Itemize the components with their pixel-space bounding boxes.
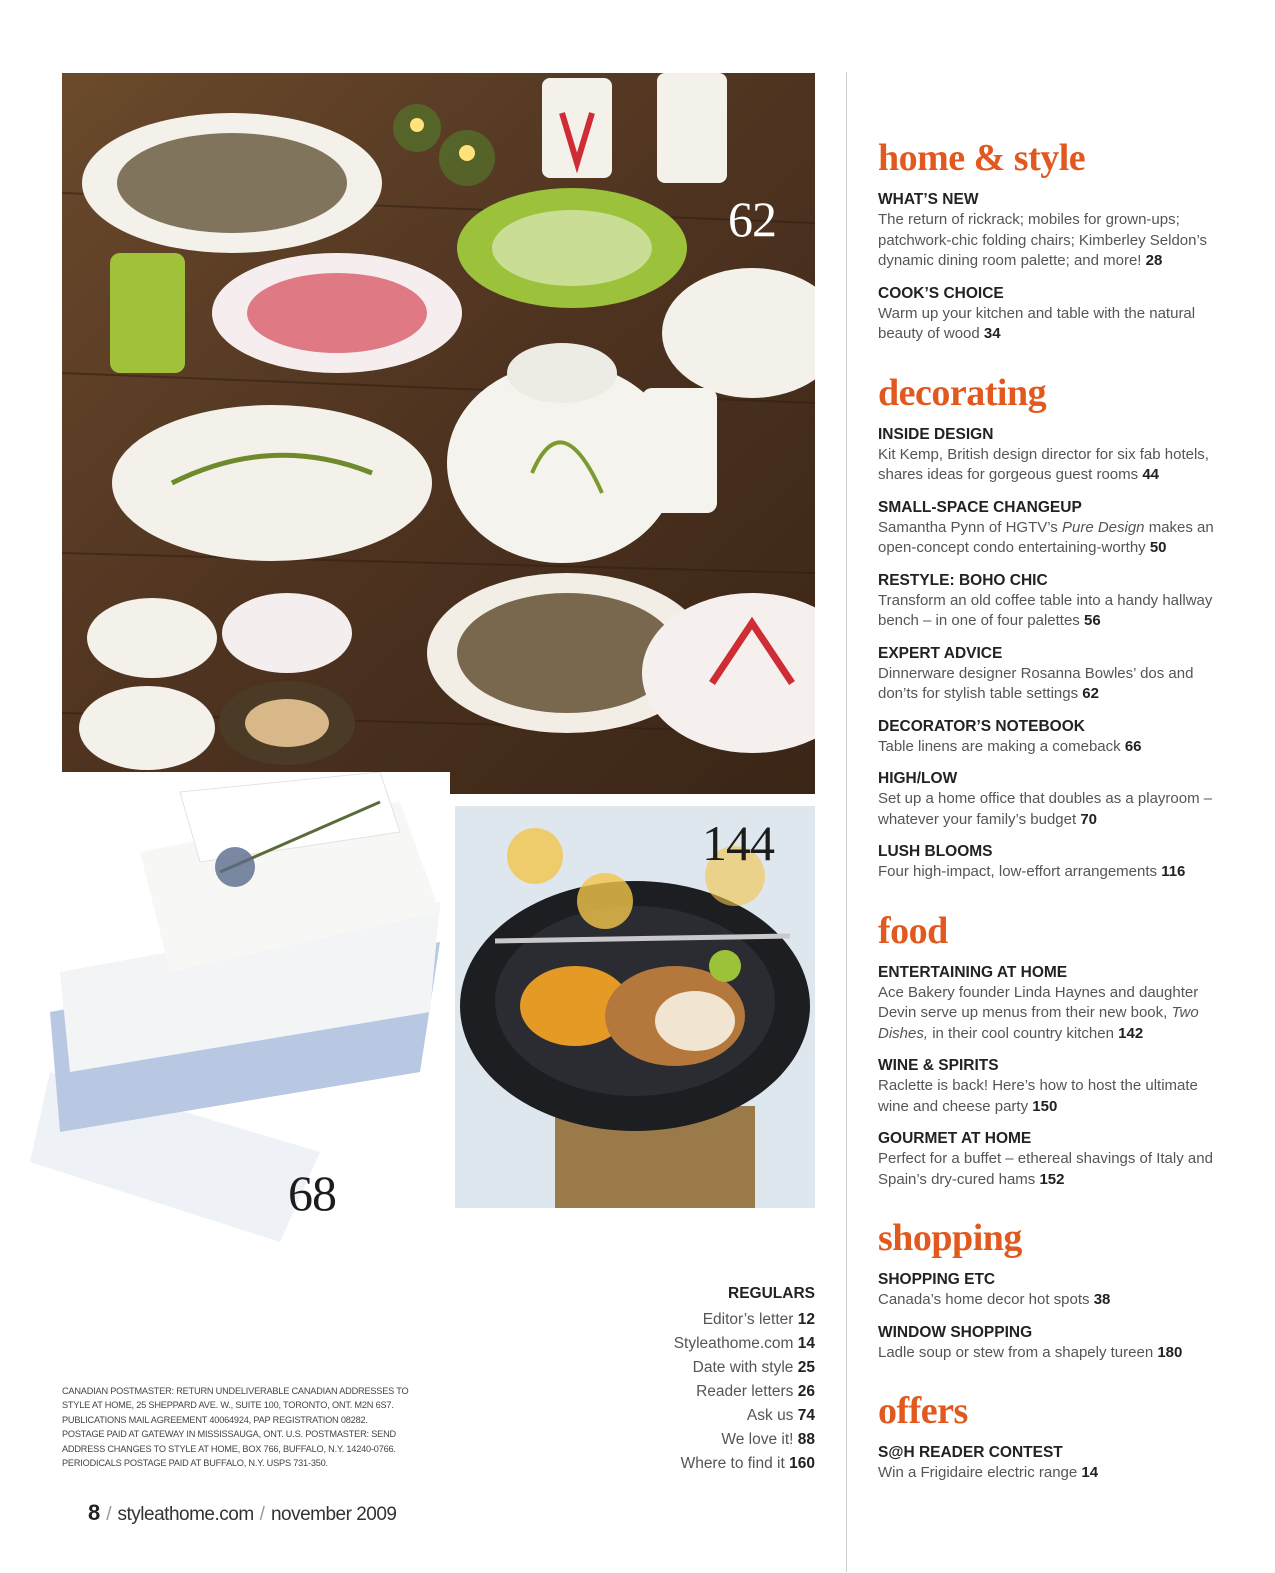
regulars-item-page: 26 [797,1383,815,1400]
toc-entry[interactable] [878,284,1223,345]
regulars-item-label: Styleathome.com [673,1335,794,1352]
toc-entry[interactable] [878,425,1223,486]
entry-description [878,983,1223,1045]
entry-desc-text: Canada’s home decor hot spots [878,1291,1090,1308]
entry-desc-text: Ace Bakery founder Linda Haynes and daughter Devin serve up menus from their new book, [878,983,1199,1021]
section-title: decorating [878,371,1047,414]
page-label-68: 68 [288,1165,336,1221]
entry-page-number: 44 [1142,466,1160,483]
section-title: shopping [878,1217,1022,1259]
entry-page-number: 56 [1083,612,1101,629]
entry-description [878,664,1223,705]
entry-desc-text: The return of rickrack; mobiles for grown-ups; patchwork-chic folding chairs; Kimberley Seldon’s dynamic dining room palette; and more! [878,211,1208,269]
entry-title: COOK’S CHOICE [878,284,1004,302]
page-footer [88,1500,396,1526]
entry-title: SHOPPING ETC [878,1271,996,1288]
entry-page-number: 66 [1124,737,1142,755]
regulars-item[interactable] [615,1308,815,1332]
entry-title: ENTERTAINING AT HOME [878,963,1068,981]
regulars-item-page: 74 [797,1407,815,1424]
entry-title: SMALL-SPACE CHANGEUP [878,498,1082,516]
toc-entry[interactable] [878,1323,1223,1364]
entry-description [878,1463,1223,1484]
entry-description [878,737,1223,758]
entry-description [878,1076,1223,1117]
entry-page-number: 38 [1093,1291,1111,1308]
table-of-contents [878,136,1223,1510]
regulars-item-label: We love it! [721,1431,794,1448]
regulars-item[interactable] [615,1332,815,1356]
toc-entry[interactable] [878,1129,1223,1190]
entry-title: EXPERT ADVICE [878,644,1003,662]
regulars-item[interactable] [615,1428,815,1452]
entry-desc-text: Samantha Pynn of HGTV’s [878,518,1062,536]
toc-section [878,1216,1223,1363]
entry-description [878,1149,1223,1190]
regulars-item[interactable] [615,1404,815,1428]
entry-title: S@H READER CONTEST [878,1444,1063,1461]
toc-section [878,1389,1223,1484]
regulars-item[interactable] [615,1452,815,1476]
regulars-item-label: Where to find it [680,1455,785,1472]
page-label-144: 144 [702,815,774,871]
entry-description [878,1343,1223,1364]
regulars-item-page: 12 [797,1311,815,1328]
entry-title: GOURMET AT HOME [878,1130,1032,1147]
entry-desc-text: Four high-impact, low-effort arrangements [878,863,1158,880]
entry-title: WINE & SPIRITS [878,1057,999,1074]
entry-desc-text: Warm up your kitchen and table with the natural beauty of wood [878,304,1196,342]
entry-page-number: 62 [1082,685,1099,702]
entry-desc-text: Win a Frigidaire electric range [878,1464,1078,1481]
entry-page-number: 142 [1118,1024,1144,1042]
entry-description [878,518,1223,559]
regulars-item-page: 14 [797,1335,815,1352]
entry-description [878,1290,1223,1311]
dinnerware-photo [62,73,815,794]
entry-description [878,789,1223,830]
section-title: food [878,909,948,952]
toc-entry[interactable] [878,1056,1223,1117]
entry-title: DECORATOR’S NOTEBOOK [878,717,1085,735]
entry-desc-italic: Pure Design [1061,518,1145,536]
entry-desc-text: Set up a home office that doubles as a playroom – whatever your family’s budget [878,790,1213,828]
regulars-item-page: 25 [797,1359,815,1376]
entry-title: LUSH BLOOMS [878,843,993,860]
postmaster-notice: CANADIAN POSTMASTER: RETURN UNDELIVERABLE CANADIAN ADDRESSES TO STYLE AT HOME, 25 SHEPPARD AVE. W., SUITE 100, TORONTO, ONT. M2N 6S7. PUBLICATIONS MAIL AGREEMENT 40064924, PAP REGISTRATION 08282. POSTAGE PAID AT GATEWAY IN MISSISSAUGA, ONT. U.S. POSTMASTER: SEND ADDRESS CHANGES TO STYLE AT HOME, BOX 766, BUFFALO, N.Y. 14240-0766. PERIODICALS POSTAGE PAID AT BUFFALO, N.Y. USPS 731-350. [62,1386,409,1469]
toc-entry[interactable] [878,571,1223,632]
toc-entry[interactable] [878,498,1223,559]
regulars-item-label: Date with style [692,1359,794,1376]
entry-page-number: 180 [1157,1343,1183,1361]
regulars-item[interactable] [615,1356,815,1380]
entry-desc-text: Dinnerware designer Rosanna Bowles’ dos and don’ts for stylish table settings [878,664,1194,702]
entry-desc-text: Raclette is back! Here’s how to host the ultimate wine and cheese party [878,1077,1198,1115]
entry-title: INSIDE DESIGN [878,425,994,443]
entry-desc-text: in their cool country kitchen [928,1024,1114,1042]
entry-desc-text: Transform an old coffee table into a handy hallway bench – in one of four palettes [878,591,1213,629]
entry-desc-text: Table linens are making a comeback [878,737,1121,755]
toc-section [878,136,1223,345]
regulars-item-page: 88 [797,1431,815,1448]
toc-entry[interactable] [878,963,1223,1045]
footer-site: styleathome.com [117,1504,254,1525]
entry-page-number: 14 [1081,1464,1099,1481]
entry-description [878,591,1223,632]
toc-entry[interactable] [878,190,1223,272]
regulars-item-label: Editor’s letter [702,1311,794,1328]
regulars-item-label: Ask us [746,1407,794,1424]
entry-desc-text: Kit Kemp, British design director for six fab hotels, shares ideas for gorgeous guest rooms [878,445,1209,483]
footer-slash-2: / [259,1504,265,1525]
column-divider [846,72,847,1572]
entry-page-number: 70 [1080,810,1098,828]
entry-description [878,445,1223,486]
page-label-62: 62 [728,191,776,247]
regulars-list [615,1284,815,1476]
section-title: offers [878,1390,968,1432]
regulars-item-page: 160 [789,1455,815,1472]
entry-desc-text: makes an open-concept condo entertaining-worthy [878,518,1214,556]
section-title: home & style [878,137,1086,179]
entry-page-number: 50 [1149,539,1167,556]
toc-entry[interactable] [878,842,1223,883]
toc-entry[interactable] [878,1270,1223,1311]
page-number: 8 [88,1500,101,1525]
entry-desc-text: Ladle soup or stew from a shapely tureen [878,1343,1154,1361]
entry-description [878,210,1223,272]
toc-entry[interactable] [878,644,1223,705]
regulars-item[interactable] [615,1380,815,1404]
entry-page-number: 152 [1039,1170,1065,1188]
entry-description [878,862,1223,883]
entry-title: HIGH/LOW [878,770,958,787]
entry-page-number: 116 [1161,863,1186,880]
footer-slash-1: / [106,1504,112,1525]
toc-entry[interactable] [878,1443,1223,1484]
entry-page-number: 150 [1032,1097,1058,1115]
entry-page-number: 34 [983,325,1001,342]
entry-title: WHAT’S NEW [878,191,979,208]
entry-page-number: 28 [1145,252,1163,269]
toc-entry[interactable] [878,769,1223,830]
toc-entry[interactable] [878,717,1223,758]
entry-title: RESTYLE: BOHO CHIC [878,571,1048,589]
regulars-title: REGULARS [728,1285,815,1302]
regulars-item-label: Reader letters [696,1383,794,1400]
linens-photo [20,772,450,1252]
entry-description [878,304,1223,345]
entry-desc-italic: Two Dishes, [878,1004,1199,1042]
toc-section [878,371,1223,883]
entry-title: WINDOW SHOPPING [878,1323,1033,1341]
toc-section [878,909,1223,1191]
entry-desc-text: Perfect for a buffet – ethereal shavings of Italy and Spain’s dry-cured hams [878,1150,1213,1188]
footer-issue: november 2009 [270,1504,397,1525]
